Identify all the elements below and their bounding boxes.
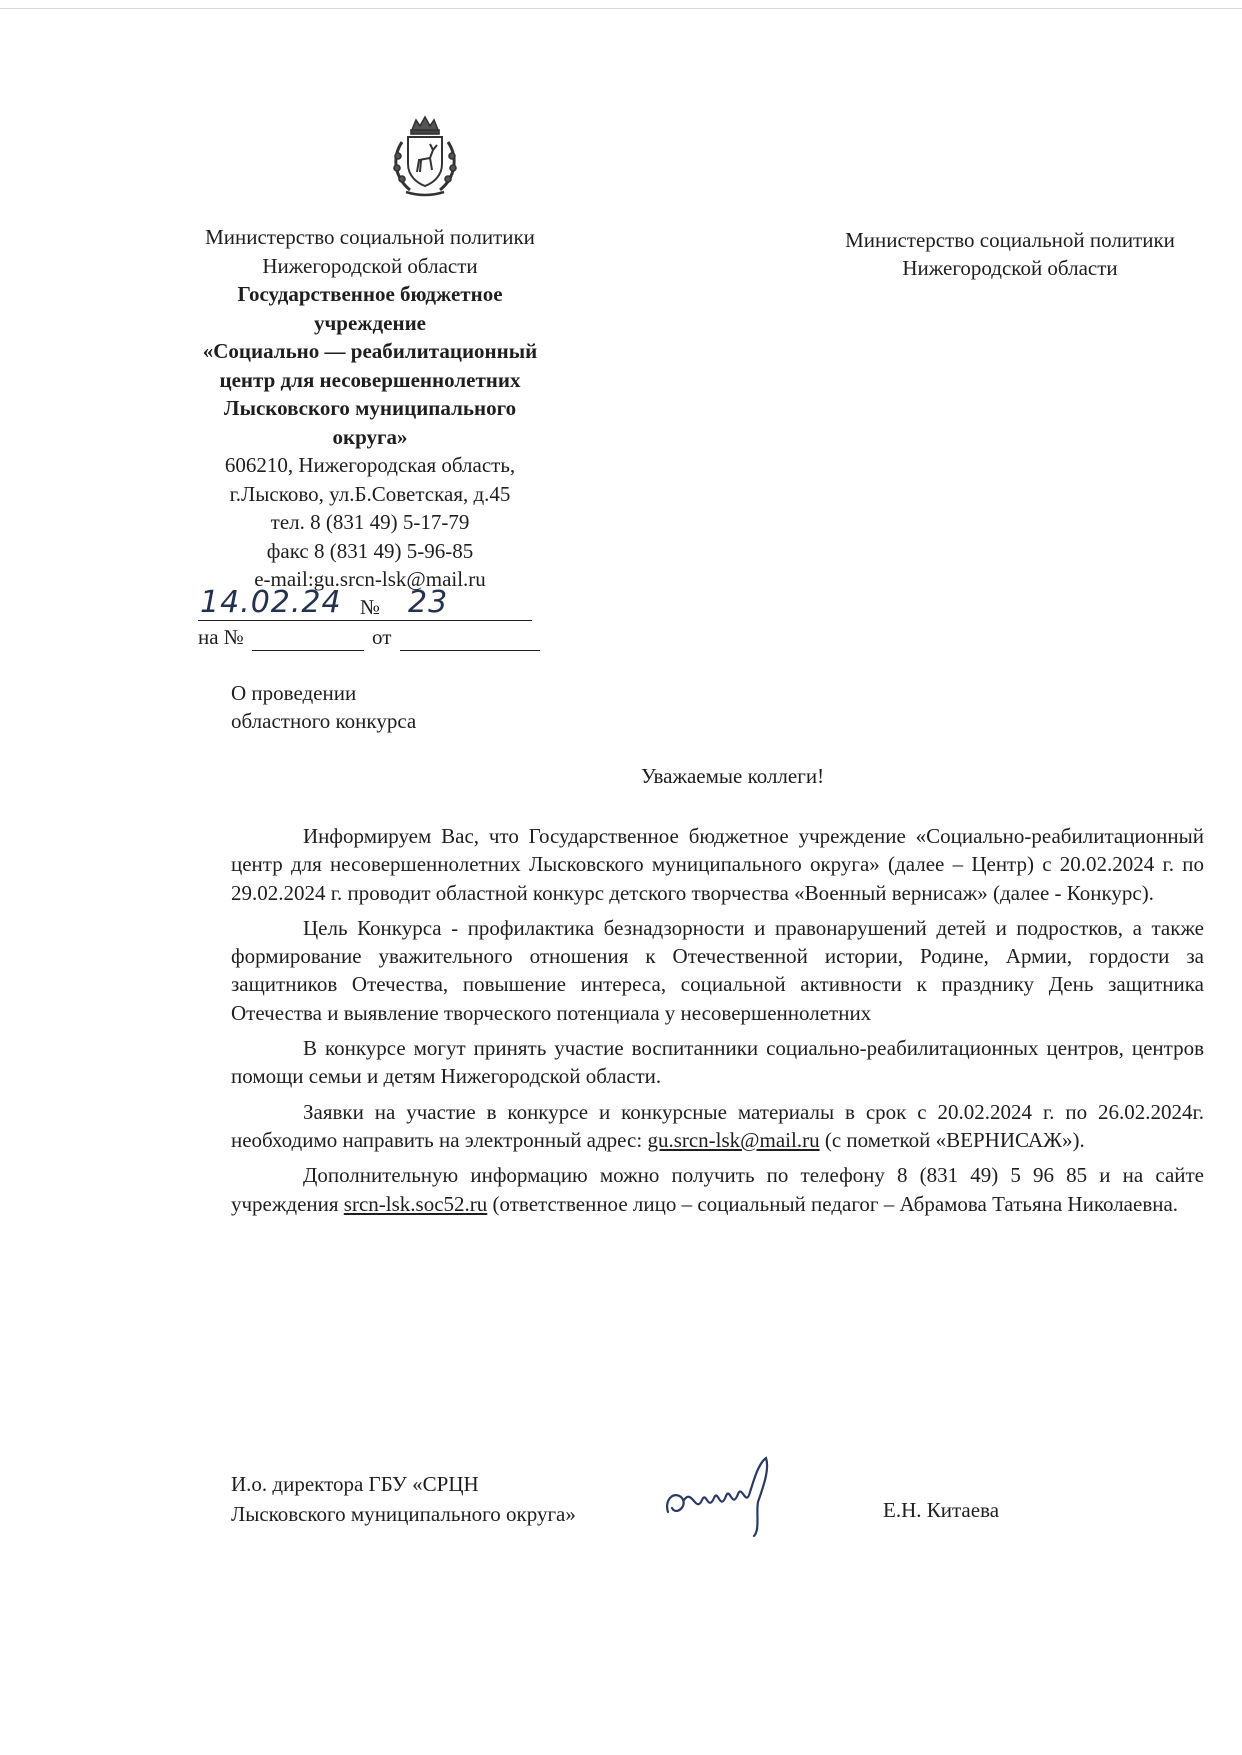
body-paragraph-1: Информируем Вас, что Государственное бюджетное учреждение «Социально-реабилитационный центр для несовершеннолетних Лысковского муниципального округа» (далее – Центр) с 20.02.2024 г. по 29.02.2024 г. проводит областной конкурс детского творчества «Военный вернисаж» (далее - Конкурс). (231, 824, 1204, 905)
greeting: Уважаемые коллеги! (641, 764, 825, 788)
recipient-line2: Нижегородской области (902, 256, 1118, 280)
signatory-title (231, 1469, 576, 1529)
recipient-line1: Министерство социальной политики (845, 228, 1175, 252)
from-label: от (372, 625, 392, 649)
subject-line1: О проведении (231, 681, 357, 705)
handwritten-number: 23 (408, 585, 449, 620)
number-sign: № (360, 595, 381, 619)
sender-org-line5: Лысковского муниципального (223, 396, 517, 420)
letter-body (231, 822, 1204, 1225)
subject-block (231, 679, 416, 735)
subject-line2: областного конкурса (231, 709, 417, 733)
recipient-block (800, 226, 1220, 282)
email-link[interactable]: gu.srcn-lsk@mail.ru (647, 1127, 820, 1152)
handwritten-signature (662, 1450, 802, 1540)
reference-date-underline (400, 650, 540, 651)
sender-org-line3: «Социально — реабилитационный (202, 339, 538, 363)
signatory-title-line2: Лысковского муниципального округа» (231, 1502, 576, 1526)
body-paragraph-4 (231, 1098, 1204, 1155)
sender-ministry-line2: Нижегородской области (262, 253, 478, 278)
p5-text-after: (ответственное лицо – социальный педагог – Абрамова Татьяна Николаевна. (487, 1191, 1179, 1216)
scan-edge-line (0, 8, 1242, 9)
sender-ministry-line1: Министерство социальной политики (205, 225, 535, 249)
sender-block (160, 223, 580, 594)
sender-org-line6: округа» (332, 424, 408, 449)
sender-fax: факс 8 (831 49) 5-96-85 (266, 538, 474, 563)
sender-org-line4: центр для несовершеннолетних (219, 367, 521, 392)
reference-label: на № (198, 625, 244, 649)
sender-email: e-mail:gu.srcn-lsk@mail.ru (254, 567, 486, 591)
reference-number-underline (252, 650, 364, 651)
sender-address-line2: г.Лысково, ул.Б.Советская, д.45 (229, 481, 511, 506)
sender-phone: тел. 8 (831 49) 5-17-79 (270, 510, 470, 534)
body-paragraph-3: В конкурсе могут принять участие воспитанники социально-реабилитационных центров, центров помощи семьи и детям Нижегородской области. (231, 1036, 1204, 1089)
p5-text-before: Дополнительную информацию можно получить по телефону 8 (831 49) 5 96 85 и на сайте учреждения (231, 1163, 1204, 1216)
signatory-title-line1: И.о. директора ГБУ «СРЦН (231, 1472, 479, 1496)
date-number-underline (198, 620, 532, 621)
website-link[interactable]: srcn-lsk.soc52.ru (343, 1191, 488, 1216)
handwritten-date: 14.02.24 (200, 585, 342, 620)
sender-org-line1: Государственное бюджетное (237, 282, 503, 306)
signatory-name: Е.Н. Китаева (883, 1498, 1000, 1522)
p4-text-after: (с пометкой «ВЕРНИСАЖ»). (819, 1127, 1085, 1152)
body-paragraph-2: Цель Конкурса - профилактика безнадзорности и правонарушений детей и подростков, а также формирование уважительного отношения к Отечественной истории, Родине, Армии, гордости за защитников Отечества, повышение интереса, социальной активности к празднику День защитника Отечества и выявление творческого потенциала у несовершеннолетних (231, 915, 1204, 1025)
sender-org-line2: учреждение (313, 310, 427, 335)
p4-text-before: Заявки на участие в конкурсе и конкурсные материалы в срок с 20.02.2024 г. по 26.02.2024г. необходимо направить на электронный адрес: (231, 1099, 1204, 1152)
sender-address-line1: 606210, Нижегородская область, (224, 453, 516, 477)
regional-emblem-icon (382, 112, 468, 198)
body-paragraph-5 (231, 1161, 1204, 1218)
